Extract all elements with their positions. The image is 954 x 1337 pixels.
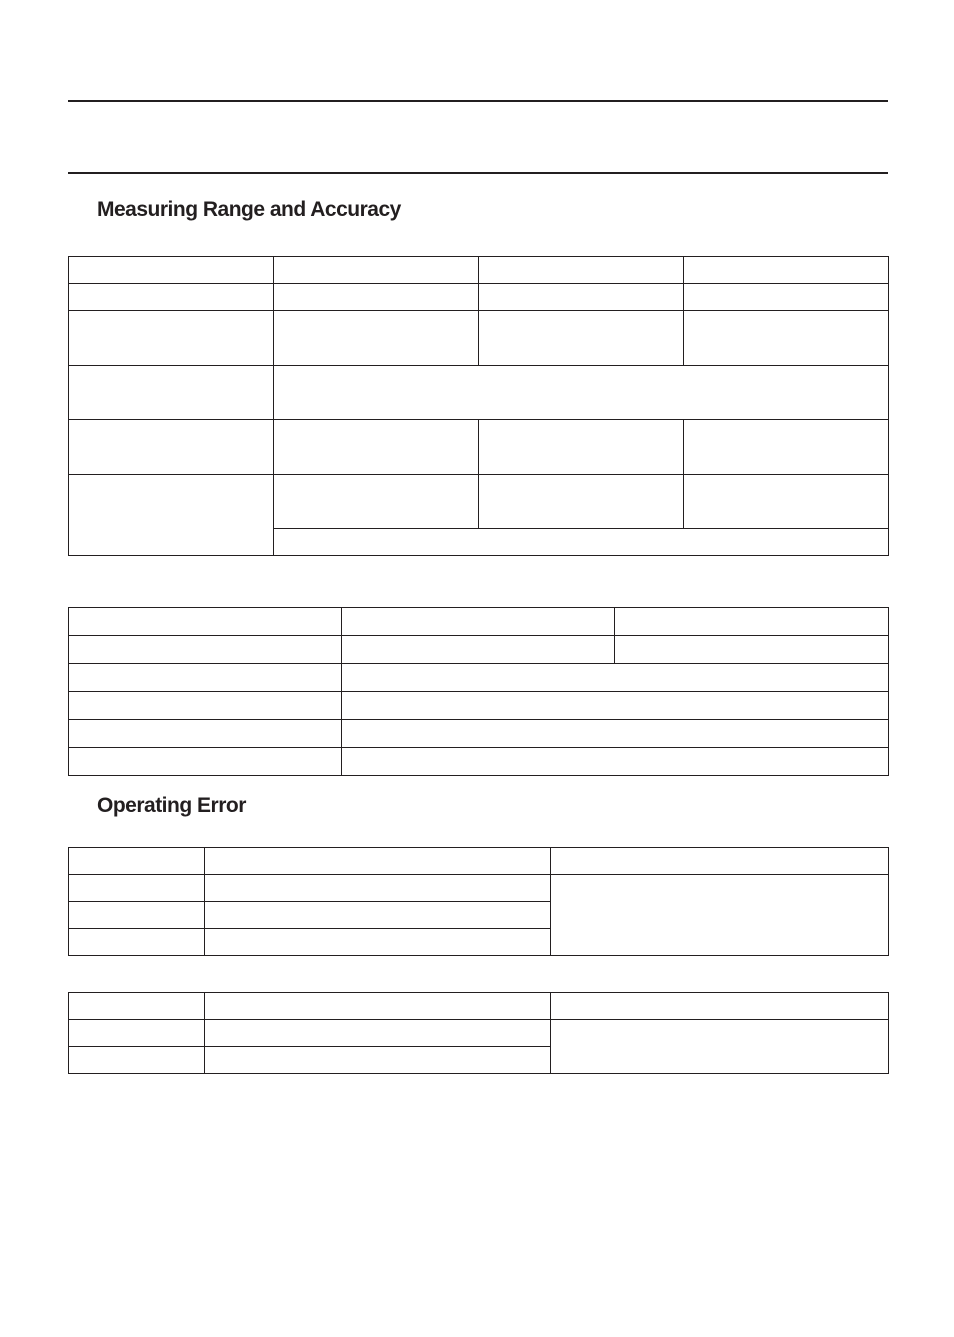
table-cell: [69, 848, 205, 875]
header-bottom-rule: [68, 172, 888, 174]
table-cell: [274, 420, 479, 475]
operating-error-table-2: [68, 992, 889, 1074]
table-row: [69, 475, 889, 529]
table-cell: [274, 257, 479, 284]
table-row: [69, 875, 889, 902]
table-cell: [342, 692, 889, 720]
table-row: [69, 608, 889, 636]
table-row: [69, 636, 889, 664]
table-cell: [205, 848, 551, 875]
table-cell: [69, 748, 342, 776]
table-cell: [69, 875, 205, 902]
section-heading-measuring-range: Measuring Range and Accuracy: [97, 198, 401, 221]
table-cell: [551, 1020, 889, 1074]
table-cell: [342, 636, 615, 664]
table-cell: [274, 284, 479, 311]
table-cell: [551, 848, 889, 875]
table-cell: [274, 529, 889, 556]
table-row: [69, 311, 889, 366]
table-row: [69, 257, 889, 284]
table-row: [69, 748, 889, 776]
table-cell: [479, 284, 684, 311]
table-cell: [205, 902, 551, 929]
table-cell: [342, 720, 889, 748]
table-row: [69, 993, 889, 1020]
header-top-rule: [68, 100, 888, 102]
table-cell: [551, 993, 889, 1020]
table-cell: [551, 875, 889, 956]
table-cell: [615, 636, 889, 664]
table-cell: [69, 475, 274, 556]
table-cell: [69, 692, 342, 720]
table-cell: [69, 636, 342, 664]
table-row: [69, 720, 889, 748]
table-cell: [342, 608, 615, 636]
table-cell: [69, 929, 205, 956]
table-cell: [69, 366, 274, 420]
table-cell: [684, 311, 889, 366]
table-cell: [479, 257, 684, 284]
table-cell: [684, 284, 889, 311]
section-heading-operating-error: Operating Error: [97, 794, 246, 817]
table-cell: [69, 1020, 205, 1047]
table-row: [69, 1020, 889, 1047]
table-cell: [479, 475, 684, 529]
table-cell: [684, 257, 889, 284]
table-cell: [205, 993, 551, 1020]
table-row: [69, 848, 889, 875]
table-cell: [205, 1020, 551, 1047]
measuring-range-table: [68, 256, 889, 556]
table-row: [69, 664, 889, 692]
table-cell: [479, 420, 684, 475]
table-cell: [69, 902, 205, 929]
table-row: [69, 420, 889, 475]
table-cell: [69, 1047, 205, 1074]
table-cell: [274, 475, 479, 529]
table-cell: [69, 720, 342, 748]
specification-table: [68, 607, 889, 776]
table-cell: [205, 875, 551, 902]
operating-error-table-1: [68, 847, 889, 956]
table-cell: [205, 1047, 551, 1074]
table-cell: [69, 993, 205, 1020]
table-cell: [205, 929, 551, 956]
table-cell: [69, 311, 274, 366]
table-cell: [69, 257, 274, 284]
table-cell: [69, 664, 342, 692]
table-cell: [684, 420, 889, 475]
table-cell: [342, 664, 889, 692]
table-cell: [69, 608, 342, 636]
table-cell: [274, 366, 889, 420]
table-row: [69, 284, 889, 311]
table-cell: [69, 284, 274, 311]
table-cell: [274, 311, 479, 366]
table-cell: [69, 420, 274, 475]
table-cell: [615, 608, 889, 636]
table-cell: [342, 748, 889, 776]
table-row: [69, 692, 889, 720]
table-cell: [479, 311, 684, 366]
table-cell: [684, 475, 889, 529]
table-row: [69, 366, 889, 420]
